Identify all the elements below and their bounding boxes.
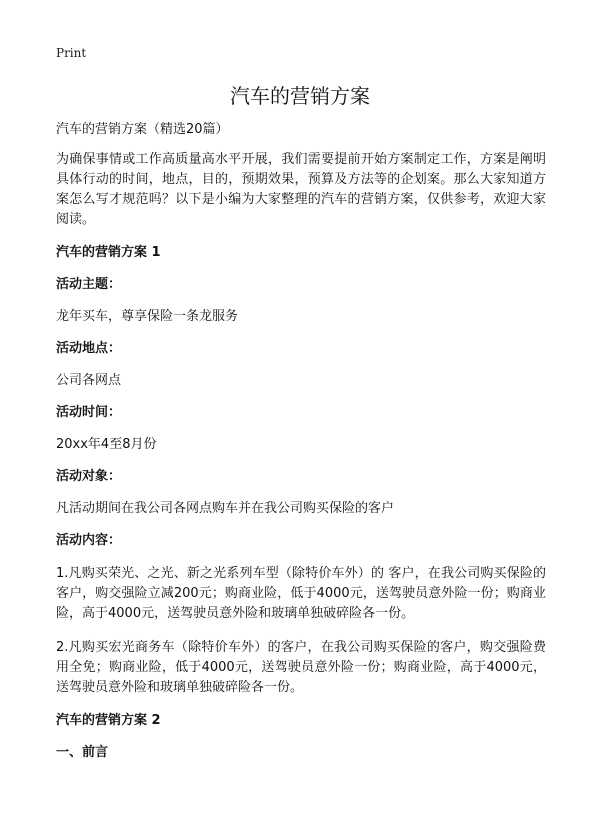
document-title: 汽车的营销方案 <box>230 84 370 108</box>
time-value: 20xx年4至8月份 <box>56 437 157 452</box>
section2-heading: 汽车的营销方案 2 <box>56 713 161 728</box>
content-item-1: 1.凡购买荣光、之光、新之光系列车型（除特价车外）的 客户，在我公司购买保险的客户，购交强险立减200元；购商业险，低于4000元，送驾驶员意外险一份；购商业险，高于4000元，送驾驶员意外险和玻璃单独破碎险各一份。 <box>56 566 546 621</box>
target-value: 凡活动期间在我公司各网点购车并在我公司购买保险的客户 <box>56 501 395 516</box>
theme-value: 龙年买车，尊享保险一条龙服务 <box>56 309 239 324</box>
content-item-2: 2.凡购买宏光商务车（除特价车外）的客户，在我公司购买保险的客户，购交强险费用全免；购商业险，低于4000元，送驾驶员意外险一份；购商业险，高于4000元，送驾驶员意外险和玻璃单独破碎险各一份。 <box>56 640 546 695</box>
target-label: 活动对象： <box>56 469 122 484</box>
location-value: 公司各网点 <box>56 373 122 388</box>
section1-heading: 汽车的营销方案 1 <box>56 245 161 260</box>
location-label: 活动地点： <box>56 341 122 356</box>
print-link[interactable]: Print <box>56 46 87 60</box>
section2-subheading: 一、前言 <box>56 745 109 760</box>
content-label: 活动内容： <box>56 533 122 548</box>
document-body <box>56 121 546 776</box>
time-label: 活动时间： <box>56 405 122 420</box>
theme-label: 活动主题： <box>56 277 122 292</box>
document-subtitle: 汽车的营销方案（精选20篇） <box>56 122 229 137</box>
intro-paragraph: 为确保事情或工作高质量高水平开展，我们需要提前开始方案制定工作，方案是阐明具体行动的时间，地点，目的，预期效果，预算及方法等的企划案。那么大家知道方案怎么写才规范吗？以下是小编为大家整理的汽车的营销方案，仅供参考，欢迎大家阅读。 <box>56 152 546 227</box>
